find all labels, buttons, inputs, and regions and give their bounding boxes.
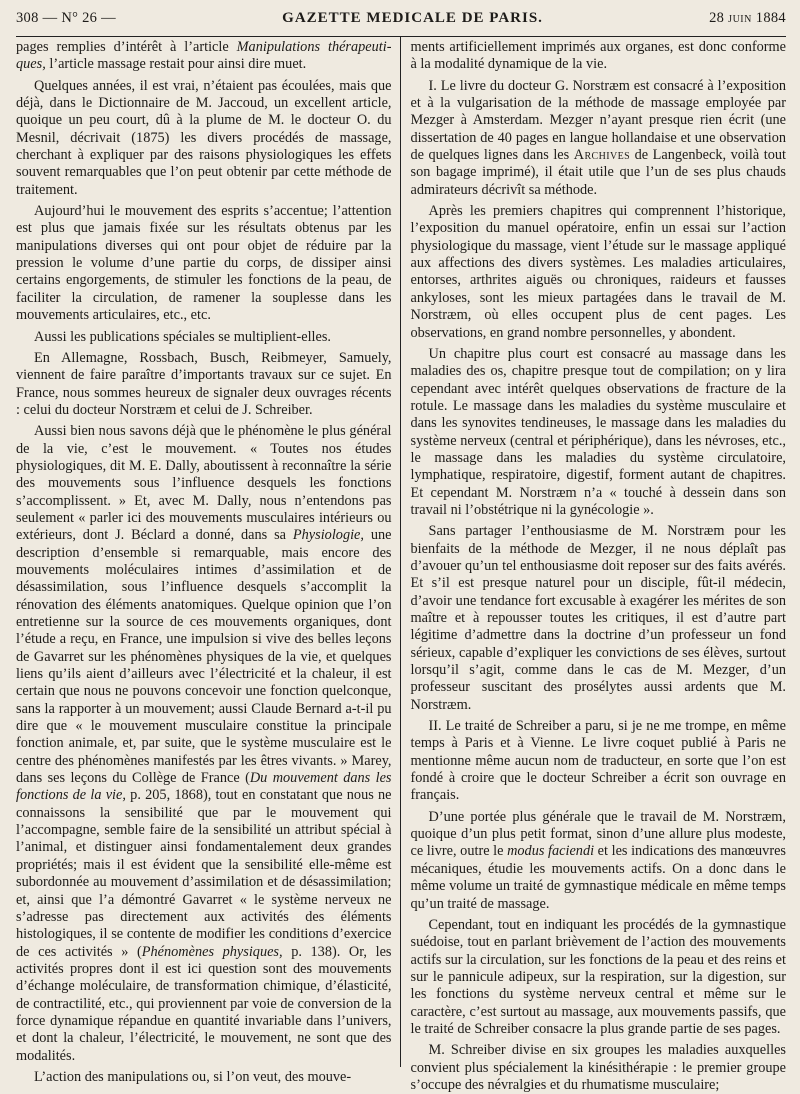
paragraph	[16, 1069, 392, 1086]
text-run: L’action des manipulations ou, si l’on veut, des mouve-	[34, 1068, 352, 1085]
text-run: l’article massage restait pour ainsi dire muet.	[45, 56, 307, 73]
text-run: pages remplies d’intérêt à l’article	[16, 39, 237, 55]
paragraph	[411, 203, 787, 342]
page-number-and-issue	[16, 10, 116, 27]
left-column	[16, 37, 400, 1085]
paragraph	[411, 39, 787, 74]
paragraph	[16, 350, 392, 419]
italic-text: Manipulations thérapeuti-ques,	[16, 39, 392, 73]
paragraph	[16, 203, 392, 324]
paragraph	[411, 523, 787, 714]
paragraph	[411, 1042, 787, 1094]
text-run: En Allemagne, Rossbach, Busch, Reibmeyer, Samuely, viennent de faire paraître d’importants travaux sur ce sujet. En France, nous sommes heureux de signaler deux ouvrages récents : celui du docteur Norstræm et celui de J. Schreiber.	[16, 349, 392, 418]
italic-text: modus faciendi	[507, 843, 595, 860]
paragraph	[411, 718, 787, 805]
text-run: Aujourd’hui le mouvement des esprits s’accentue; l’attention est plus que jamais fixée sur les résultats obtenus par les manipulations diverses qui ont pour objet de réduire par la pression le volume d’une partie du corps, de dissiper ainsi certains engorgements, de stimuler les fonctions de la peau, de faciliter la circulation, de ramener la souplesse dans les mouvements articulaires, etc., etc.	[16, 203, 392, 324]
right-column	[401, 37, 787, 1093]
issue-number: — N° 26 —	[42, 10, 116, 26]
date-year: 1884	[755, 10, 786, 26]
paragraph	[411, 346, 787, 519]
text-run: Un chapitre plus court est consacré au massage dans les maladies des os, chapitre presque tout de compilation; on y lira cependant avec intérêt quelques observations de fracture de la rotule. Le massage dans les maladies du système musculaire et dans les synovites tendineuses, le massage dans les maladies du système nerveux (central et périphérique), dans les névroses, etc., le massage dans les maladies du système circulatoire, lymphatique, respiratoire, digestif, forment autant de chapitres. Et cependant M. Norstræm n’a « touché à dessein dans son travail ni l’obstétrique ni la gynécologie ».	[410, 345, 786, 518]
text-run: Quelques années, il est vrai, n’étaient pas écoulées, mais que déjà, dans le Dictionnaire de M. Jaccoud, un excellent article, quoique un peu court, dû à la plume de M. le docteur O. du Mesnil, décrivait (1875) les divers procédés de massage, cherchant à expliquer par des raisons physiologiques les effets souvent remarquables que l’on peut obtenir par cette méthode de traitement.	[16, 77, 392, 198]
italic-text: Physiologie,	[292, 527, 364, 544]
small-caps-text: Archives	[573, 147, 631, 164]
text-run: de Langenbeck, voilà tout son bagage imprimé), il était utile que l’un de ses plus chauds admirateurs décrivît sa méthode.	[410, 147, 786, 198]
text-run: Sans partager l’enthousiasme de M. Norstræm pour les bienfaits de la méthode de Mezger, il ne nous déplaît pas d’avouer qu’un tel enthousiasme doit reposer sur des faits avérés. Et s’il est presque naturel pour un disciple, fût-il médecin, d’avoir une tendance fort excusable à exagérer les mérites de son maître et à repousser toutes les critiques, il est d’autre part légitime d’admettre dans la doctrine d’un professeur un fond sérieux, capable d’expliquer les convictions de ses élèves, surtout lorsqu’il s’agit, comme dans le cas de M. Mezger, d’un professeur suscitant des prosélytes aussi ardents que M. Norstræm.	[410, 523, 786, 713]
text-columns	[16, 37, 786, 1093]
date-day: 28	[709, 10, 725, 26]
page-number: 308	[16, 10, 39, 26]
journal-title: GAZETTE MEDICALE DE PARIS.	[282, 10, 543, 26]
text-run: et les indications des manœuvres mécaniques, étudie les mouvements actifs. On a donc dans le même volume un traité de gymnastique médicale en même temps qu’un traité de massage.	[410, 843, 786, 912]
text-run: ments artificiellement imprimés aux organes, est donc conforme à la modalité dynamique de la vie.	[410, 39, 786, 73]
date-month: JUIN	[728, 14, 752, 25]
text-run: II. Le traité de Schreiber a paru, si je ne me trompe, en même temps à Paris et à Vienne. Le livre coquet publié à Paris ne mentionne même aucun nom de traducteur, en sorte que l’on est fondé à croire que le docteur Schreiber a écrit son ouvrage en français.	[410, 718, 786, 804]
text-run: Aussi les publications spéciales se multiplient-elles.	[34, 328, 332, 345]
paragraph	[411, 78, 787, 199]
text-run: Aussi bien nous savons déjà que le phénomène le plus général de la vie, c’est le mouvement. « Toutes nos études physiologiques, dit M. E. Dally, aboutissent à reconnaître la série des mouvements sous l’influence desquels les fonctions s’accomplissent. » Et, avec M. Dally, nous n’entendons pas seulement « parler ici des mouvements musculaires intérieurs ou extérieurs, dont J. Béclard a donné, dans sa	[16, 423, 392, 544]
paragraph	[411, 917, 787, 1038]
text-run: Après les premiers chapitres qui comprennent l’historique, l’exposition du manuel opératoire, enfin un essai sur l’action physiologique du massage, vient l’étude sur le massage appliqué aux affections des divers systèmes. Les maladies articulaires, entorses, arthrites aiguës ou chroniques, raideurs et fausses ankyloses, sont les mieux partagées dans le travail de M. Norstræm, où elles occupent plus de cent pages. Les observations, en grand nombre personnelles, y abondent.	[410, 203, 786, 341]
text-run: Cependant, tout en indiquant les procédés de la gymnastique suédoise, tout en parlant brièvement de l’action des mouvements actifs sur la circulation, sur les fonctions de la peau et des reins et sur le pannicule adipeux, sur la respiration, sur la digestion, sur les fonctions du système nerveux central et même sur le caractère, c’est surtout au massage, aux mouvements passifs, que le traité de Schreiber consacre la plus grande partie de ses pages.	[410, 916, 786, 1037]
text-run: une description d’ensemble si remarquable, mais encore des mouvements moléculaires intimes d’assimilation et de désassimilation, sous l’influence desquels s’accomplit la rénovation des éléments anatomiques. Quelque opinion que l’on entretienne sur la source de ces mouvements organiques, dont l’étude a reçu, en France, une impulsion si vive des belles leçons de Gavarret sur les phénomènes physiques de la vie, et quelques liens qu’ils aient d’ailleurs avec l’électricité et la chaleur, il est certain que nous ne pouvons concevoir une fonction quelconque, sans la rapporter à un mouvement; aussi Claude Bernard a-t-il pu dire que « le mouvement musculaire constitue la principale fonction animale, et, par suite, que le système musculaire est le centre des phénomènes manifestés par les êtres vivants. » Marey, dans ses leçons du Collège de France (	[16, 527, 392, 787]
paragraph	[16, 423, 392, 1065]
paragraph	[16, 329, 392, 346]
text-run: I. Le livre du docteur G. Norstræm est consacré à l’exposition et à la vulgarisation de la méthode de massage employée par Mezger à Amsterdam. Mezger n’ayant presque rien écrit (une dissertation de 40 pages en langue hollandaise et une observation de quelques lignes dans les	[410, 77, 786, 164]
italic-text: Phénomènes physiques,	[141, 943, 283, 960]
italic-text: Du mouvement dans les fonctions de la vie,	[16, 770, 392, 804]
paragraph	[16, 78, 392, 199]
text-run: D’une portée plus générale que le travail de M. Norstræm, quoique d’un plus petit format, sinon d’une allure plus modeste, ce livre, outre le	[410, 808, 786, 860]
text-run: p. 138). Or, les activités propres dont il est ici question sont des mouvements d’échange moléculaire, de transformation chimique, d’élasticité, de contractilité, etc., qui proviennent par voie de conversion de la force dynamique répandue en quantité invariable dans l’univers, et dont la chaleur, l’électricité, le mouvement, ne sont que des modalités.	[16, 943, 392, 1064]
issue-date	[709, 10, 786, 27]
paragraph	[16, 39, 392, 74]
running-head	[16, 10, 786, 32]
text-run: M. Schreiber divise en six groupes les maladies auxquelles convient plus spécialement la kinésithérapie : le premier groupe s’occupe des névralgies et du rhumatisme musculaire;	[410, 1042, 786, 1093]
paragraph	[411, 809, 787, 913]
text-run: p. 205, 1868), tout en constatant que nous ne connaissons la sensibilité que par le mouvement qui l’accompagne, semble faire de la sensibilité un attribut spécial à l’animal, et distinguer ainsi fondamentalement deux grandes propriétés; mais il est évident que la sensibilité elle-même est subordonnée au mouvement d’assimilation et de désassimilation; et, ainsi que l’a démontré Gavarret « le système nerveux ne s’adresse pas directement aux activités des éléments histologiques, il se contente de modifier les conditions d’exercice de ces activités » (	[16, 787, 392, 960]
